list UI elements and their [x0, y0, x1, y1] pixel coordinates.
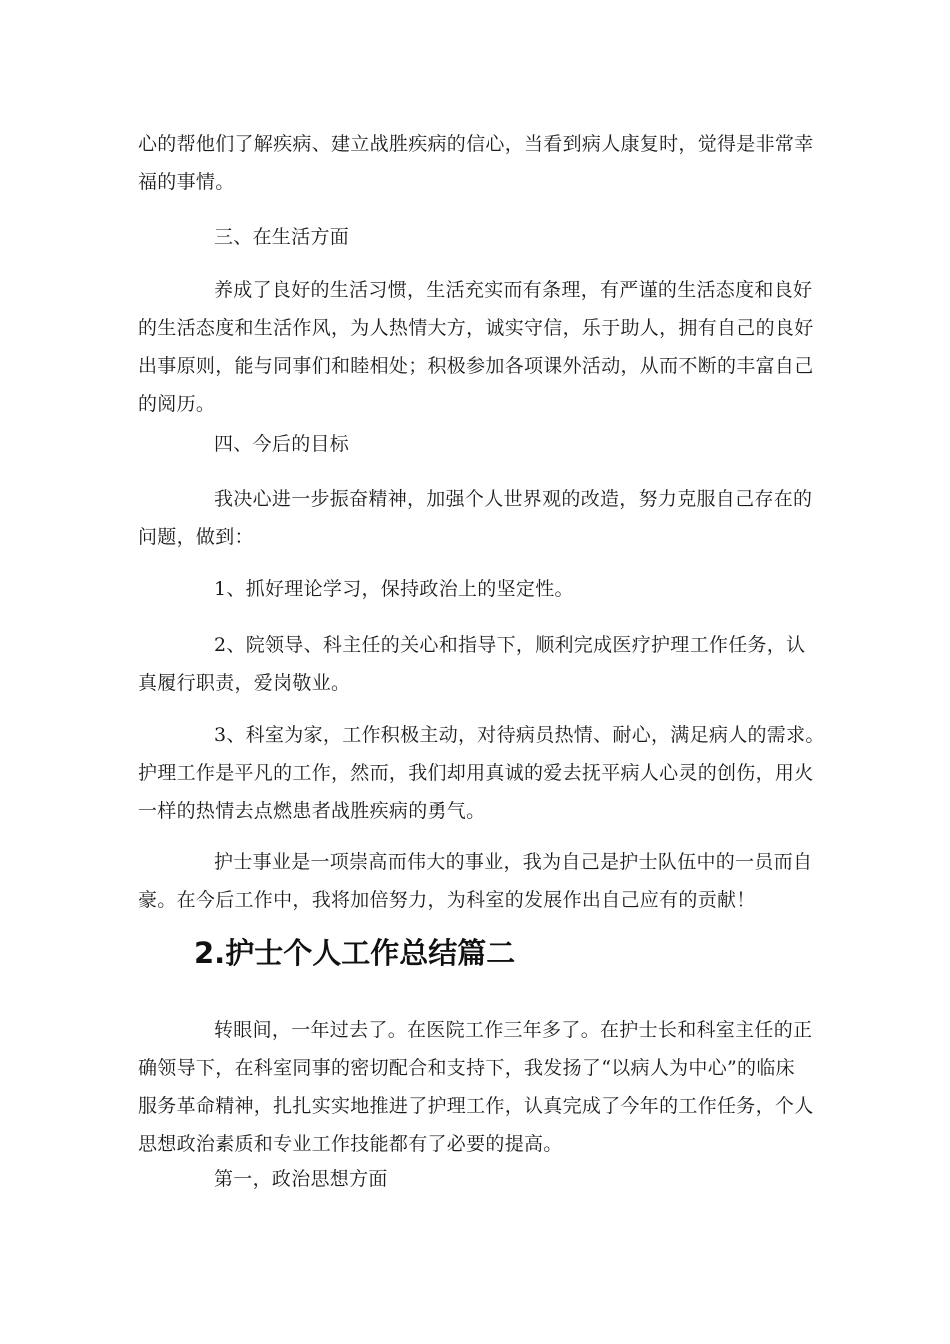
text-line: 真履行职责，爱岗敬业。	[138, 672, 351, 694]
list-item-2	[138, 626, 810, 702]
text-line: 福的事情。	[138, 171, 235, 193]
text-line: 豪。在今后工作中，我将加倍努力，为科室的发展作出自己应有的贡献！	[138, 889, 756, 911]
text-line: 的阅历。	[138, 393, 216, 415]
text-line: 2、院领导、科主任的关心和指导下，顺利完成医疗护理工作任务，认	[214, 634, 806, 656]
text-line: 确领导下，在科室同事的密切配合和支持下，我发扬了“以病人为中心”的临床	[138, 1057, 795, 1079]
list-item-1: 1、抓好理论学习，保持政治上的坚定性。	[214, 578, 574, 600]
text-line: 一样的热情去点燃患者战胜疾病的勇气。	[138, 800, 486, 822]
paragraph-resolve	[138, 480, 813, 556]
paragraph-intro	[138, 1011, 814, 1163]
text-line: 出事原则，能与同事们和睦相处；积极参加各项课外活动，从而不断的丰富自己	[138, 355, 814, 377]
section-heading-politics: 第一，政治思想方面	[214, 1168, 388, 1190]
text-line: 我决心进一步振奋精神，加强个人世界观的改造，努力克服自己存在的	[214, 488, 813, 510]
paragraph-life	[138, 271, 814, 423]
section-heading-life: 三、在生活方面	[214, 226, 350, 248]
text-line: 问题，做到：	[138, 526, 254, 548]
paragraph-closing	[138, 843, 813, 919]
text-line: 服务革命精神，扎扎实实地推进了护理工作，认真完成了今年的工作任务，个人	[138, 1095, 814, 1117]
text-line: 护理工作是平凡的工作，然而，我们却用真诚的爱去抚平病人心灵的创伤，用火	[138, 762, 814, 784]
paragraph-continued	[138, 125, 814, 201]
text-line: 养成了良好的生活习惯，生活充实而有条理，有严谨的生活态度和良好	[214, 279, 813, 301]
section-heading-goals: 四、今后的目标	[214, 433, 350, 455]
text-line: 的生活态度和生活作风，为人热情大方，诚实守信，乐于助人，拥有自己的良好	[138, 317, 814, 339]
text-line: 3、科室为家，工作积极主动，对待病员热情、耐心，满足病人的需求。	[214, 724, 825, 746]
list-item-3	[138, 716, 825, 830]
text-line: 护士事业是一项崇高而伟大的事业，我为自己是护士队伍中的一员而自	[214, 851, 813, 873]
section-title: 2.护士个人工作总结篇二	[194, 936, 516, 970]
text-line: 转眼间，一年过去了。在医院工作三年多了。在护士长和科室主任的正	[214, 1019, 813, 1041]
text-line: 思想政治素质和专业工作技能都有了必要的提高。	[138, 1133, 563, 1155]
text-line: 心的帮他们了解疾病、建立战胜疾病的信心，当看到病人康复时，觉得是非常幸	[138, 133, 814, 155]
